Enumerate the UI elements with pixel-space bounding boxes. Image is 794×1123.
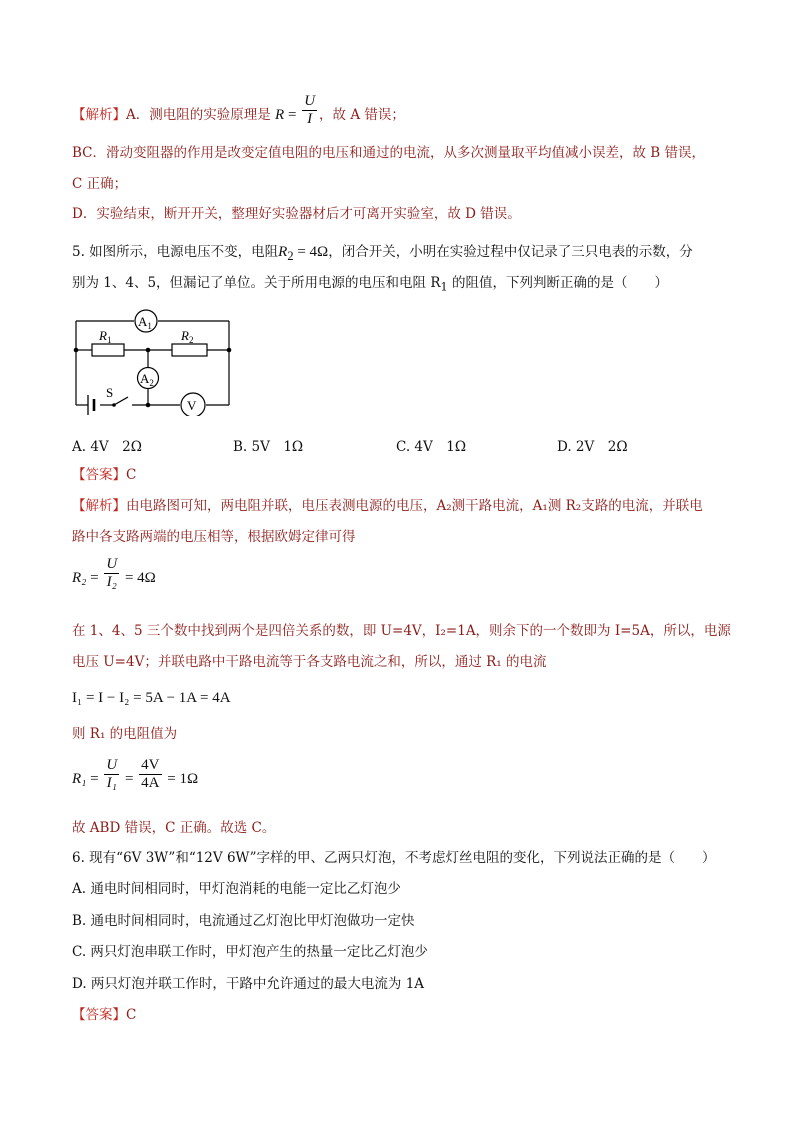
q4-analysis-line2: BC．滑动变阻器的作用是改变定值电阻的电压和通过的电流，从多次测量取平均值减小误差，故 B 错误， [72,145,706,161]
q5-analysis-line4: 电压 U=4V；并联电路中干路电流等于各支路电流之和，所以，通过 R₁ 的电流 [72,654,547,670]
q6-answer: 【答案】C [72,1007,137,1023]
q5-equation-3: R₁ = $\frac{U}{\text{I₁}}$ = $\frac{4V}{4A}$ = 1Ω [72,757,199,791]
q5-option-a: A. 4V 2Ω [72,439,142,455]
q5-option-d: D. 2V 2Ω [557,439,628,455]
q5-stem-line2: 别为 1、4、5，但漏记了单位。关于所用电源的电压和电阻 $R_1$ 的阻值，下列判断正确的是（ ） [72,275,668,294]
resistor-r2-label: $R_2$ [181,328,194,345]
analysis-tag: 【解析】 [72,106,126,123]
q4-analysis-text-a: A．测电阻的实验原理是 [126,106,271,123]
q6-option-c: C. 两只灯泡串联工作时，甲灯泡产生的热量一定比乙灯泡少 [72,944,428,960]
q5-analysis-line1: 【解析】由电路图可知，两电阻并联，电压表测电源的电压，A₂测干路电流，A₁测 R₂支路的电流，并联电 [72,498,703,514]
q5-analysis-line2: 路中各支路两端的电压相等，根据欧姆定律可得 [72,529,356,545]
q5-answer: 【答案】C [72,467,137,483]
q5-option-b: B. 5V 1Ω [233,439,304,455]
circuit-diagram [68,304,238,416]
q6-option-a: A. 通电时间相同时，甲灯泡消耗的电能一定比乙灯泡少 [72,881,401,897]
q4-analysis-text-b: ，故 A 错误； [319,106,405,123]
ammeter-a1-label: $A_1$ [138,314,152,331]
voltmeter-label: V [187,398,197,413]
ammeter-a2-label: $A_2$ [140,371,154,388]
q5-stem-line1: 5. 如图所示，电源电压不变，电阻$R_2 = 4\Omega$，闭合开关，小明在实验过程中仅记录了三只电表的示数，分 [72,244,693,263]
q6-option-b: B. 通电时间相同时，电流通过乙灯泡比甲灯泡做功一定快 [72,913,415,929]
q4-analysis-line1 [72,93,405,128]
q5-option-c: C. 4V 1Ω [396,439,467,455]
ohm-law-formula: R = $\frac{U}{I}$ [275,93,316,127]
q5-equation-2: I₁ = I − I₂ = 5A − 1A = 4A [72,690,231,706]
q5-analysis-line5: 则 R₁ 的电阻值为 [72,726,178,742]
q6-option-d: D. 两只灯泡并联工作时，干路中允许通过的最大电流为 1A [72,976,425,992]
q4-analysis-line3: C 正确； [72,176,128,192]
q4-analysis-line4: D．实验结束，断开开关，整理好实验器材后才可离开实验室，故 D 错误。 [72,206,521,222]
resistor-r1-label: $R_1$ [99,328,112,345]
q6-stem: 6. 现有“6V 3W”和“12V 6W”字样的甲、乙两只灯泡，不考虑灯丝电阻的变化，下列说法正确的是（ ） [72,850,716,866]
q5-equation-1: R₂ = $\frac{U}{\text{I₂}}$ = 4Ω [72,556,156,590]
q5-conclusion: 故 ABD 错误，C 正确。故选 C。 [72,820,276,836]
q5-analysis-line3: 在 1、4、5 三个数中找到两个是四倍关系的数，即 U=4V，I₂=1A，则余下的一个数即为 I=5A，所以，电源 [72,623,731,639]
switch-label: S [106,385,114,400]
